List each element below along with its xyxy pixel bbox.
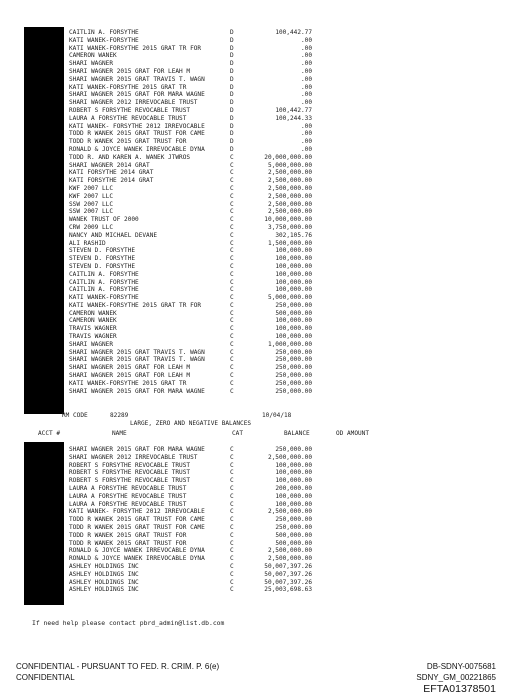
table-row <box>0 516 512 524</box>
header-od-amount: OD AMOUNT <box>336 430 370 437</box>
category-code: C <box>230 547 234 555</box>
account-name: TODD R WANEK 2015 GRAT TRUST FOR CAME <box>69 130 205 138</box>
category-code: D <box>230 145 234 153</box>
balance-amount: 100,442.77 <box>275 106 312 114</box>
account-name: STEVEN D. FORSYTHE <box>69 247 136 255</box>
category-code: C <box>230 184 234 192</box>
balance-amount: 100,000.00 <box>275 255 312 263</box>
category-code: C <box>230 286 234 294</box>
table-row <box>0 462 512 470</box>
category-code: D <box>230 114 234 122</box>
account-name: KATI FORSYTHE 2014 GRAT <box>69 177 154 185</box>
balance-amount: 100,244.33 <box>275 114 312 122</box>
category-code: C <box>230 356 234 364</box>
balance-amount: 250,000.00 <box>275 348 312 356</box>
table-row <box>0 91 512 99</box>
account-name: TODD R WANEK 2015 GRAT TRUST FOR <box>69 138 187 146</box>
table-row <box>0 501 512 509</box>
table-row <box>0 201 512 209</box>
balance-amount: .00 <box>300 91 312 99</box>
account-name: SHARI WAGNER 2012 IRREVOCABLE TRUST <box>69 453 198 461</box>
account-name: ASHLEY HOLDINGS INC <box>69 562 139 570</box>
table-row <box>0 286 512 294</box>
category-code: C <box>230 223 234 231</box>
account-name: SHARI WAGNER 2015 GRAT FOR LEAH M <box>69 67 191 75</box>
balance-amount: 500,000.00 <box>275 531 312 539</box>
category-code: C <box>230 333 234 341</box>
account-name: KATI WANEK- FORSYTHE 2012 IRREVOCABLE <box>69 508 205 516</box>
table-row <box>0 446 512 454</box>
balance-amount: 250,000.00 <box>275 516 312 524</box>
balance-amount: .00 <box>300 130 312 138</box>
balance-amount: 200,000.00 <box>275 484 312 492</box>
category-code: C <box>230 453 234 461</box>
category-code: C <box>230 153 234 161</box>
account-name: TRAVIS WAGNER <box>69 333 117 341</box>
category-code: C <box>230 348 234 356</box>
account-name: SHARI WAGNER 2015 GRAT FOR MARA WAGNE <box>69 446 205 453</box>
account-name: TODD R WANEK 2015 GRAT TRUST FOR <box>69 539 187 547</box>
category-code: C <box>230 340 234 348</box>
category-code: C <box>230 325 234 333</box>
table-row <box>0 107 512 115</box>
balance-amount: 2,500,000.00 <box>267 177 312 185</box>
table-row <box>0 138 512 146</box>
table-row <box>0 271 512 279</box>
balance-amount: 100,000.00 <box>275 325 312 333</box>
balance-amount: .00 <box>300 44 312 52</box>
category-code: C <box>230 469 234 477</box>
category-code: D <box>230 83 234 91</box>
category-code: C <box>230 379 234 387</box>
account-name: KATI WANEK-FORSYTHE <box>69 294 139 302</box>
table-row <box>0 579 512 587</box>
account-name: ROBERT S FORSYTHE REVOCABLE TRUST <box>69 461 191 469</box>
account-name: TODD R WANEK 2015 GRAT TRUST FOR CAME <box>69 516 205 524</box>
balance-amount: 25,003,698.63 <box>264 586 312 594</box>
category-code: C <box>230 177 234 185</box>
category-code: D <box>230 67 234 75</box>
balance-amount: 250,000.00 <box>275 356 312 364</box>
table-row <box>0 372 512 380</box>
balance-amount: .00 <box>300 60 312 68</box>
bates-number-2: SDNY_GM_00221865 <box>416 673 496 682</box>
table-row <box>0 52 512 60</box>
account-name: SHARI WAGNER 2015 GRAT TRAVIS T. WAGN <box>69 356 205 364</box>
balance-amount: 50,007,397.26 <box>264 570 312 578</box>
account-name: KATI FORSYTHE 2014 GRAT <box>69 169 154 177</box>
table-row <box>0 29 512 37</box>
category-code: C <box>230 239 234 247</box>
balance-amount: .00 <box>300 36 312 44</box>
category-code: C <box>230 262 234 270</box>
table-row <box>0 130 512 138</box>
table-row <box>0 571 512 579</box>
account-name: SSW 2007 LLC <box>69 200 114 208</box>
table-row <box>0 294 512 302</box>
account-name: KATI WANEK-FORSYTHE 2015 GRAT TR FOR <box>69 301 202 309</box>
account-name: LAURA A FORSYTHE REVOCABLE TRUST <box>69 114 187 122</box>
table-row <box>0 341 512 349</box>
balance-amount: 2,500,000.00 <box>267 200 312 208</box>
balance-amount: .00 <box>300 83 312 91</box>
rm-code-label: RM CODE <box>62 412 88 419</box>
category-code: C <box>230 500 234 508</box>
category-code: C <box>230 562 234 570</box>
header-acct: ACCT # <box>38 430 61 437</box>
category-code: C <box>230 570 234 578</box>
balance-amount: 100,000.00 <box>275 477 312 485</box>
account-name: ASHLEY HOLDINGS INC <box>69 578 139 586</box>
balance-amount: .00 <box>300 138 312 146</box>
table-row <box>0 279 512 287</box>
balance-amount: 100,442.77 <box>275 29 312 36</box>
balance-amount: 100,000.00 <box>275 500 312 508</box>
table-row <box>0 216 512 224</box>
category-code: C <box>230 317 234 325</box>
table-row <box>0 547 512 555</box>
balance-amount: 5,000,000.00 <box>267 294 312 302</box>
balance-amount: 5,000,000.00 <box>267 161 312 169</box>
report-date: 10/04/18 <box>262 412 292 419</box>
category-code: C <box>230 200 234 208</box>
account-name: KATI WANEK-FORSYTHE 2015 GRAT TR FOR <box>69 44 202 52</box>
balance-amount: 250,000.00 <box>275 446 312 453</box>
top-balance-list <box>0 29 512 395</box>
category-code: C <box>230 216 234 224</box>
balance-amount: 500,000.00 <box>275 309 312 317</box>
category-code: C <box>230 270 234 278</box>
table-row <box>0 232 512 240</box>
account-name: KWF 2007 LLC <box>69 192 114 200</box>
balance-amount: 20,000,000.00 <box>264 153 312 161</box>
table-row <box>0 555 512 563</box>
balance-amount: 2,500,000.00 <box>267 208 312 216</box>
account-name: SHARI WAGNER 2015 GRAT FOR MARA WAGNE <box>69 387 205 395</box>
account-name: ROBERT S FORSYTHE REVOCABLE TRUST <box>69 106 191 114</box>
balance-amount: 2,500,000.00 <box>267 192 312 200</box>
account-name: ROBERT S FORSYTHE REVOCABLE TRUST <box>69 469 191 477</box>
account-name: SHARI WAGNER 2015 GRAT FOR LEAH M <box>69 372 191 380</box>
account-name: LAURA A FORSYTHE REVOCABLE TRUST <box>69 500 187 508</box>
account-name: CAITLIN A. FORSYTHE <box>69 278 139 286</box>
table-row <box>0 154 512 162</box>
table-row <box>0 563 512 571</box>
category-code: C <box>230 578 234 586</box>
balance-amount: 250,000.00 <box>275 364 312 372</box>
category-code: C <box>230 523 234 531</box>
account-name: RONALD & JOYCE WANEK IRREVOCABLE DYNA <box>69 547 205 555</box>
balance-amount: 2,500,000.00 <box>267 508 312 516</box>
balance-amount: .00 <box>300 145 312 153</box>
balance-amount: 100,000.00 <box>275 286 312 294</box>
account-name: STEVEN D. FORSYTHE <box>69 262 136 270</box>
balance-amount: 50,007,397.26 <box>264 578 312 586</box>
account-name: ASHLEY HOLDINGS INC <box>69 586 139 594</box>
category-code: C <box>230 555 234 563</box>
category-code: C <box>230 255 234 263</box>
table-row <box>0 146 512 154</box>
table-row <box>0 477 512 485</box>
table-row <box>0 255 512 263</box>
account-name: CAITLIN A. FORSYTHE <box>69 286 139 294</box>
table-row <box>0 317 512 325</box>
account-name: WANEK TRUST OF 2000 <box>69 216 139 224</box>
balance-amount: 100,000.00 <box>275 333 312 341</box>
table-row <box>0 169 512 177</box>
table-row <box>0 524 512 532</box>
balance-amount: .00 <box>300 67 312 75</box>
account-name: ALI RASHID <box>69 239 106 247</box>
category-code: C <box>230 301 234 309</box>
table-row <box>0 380 512 388</box>
balance-amount: 100,000.00 <box>275 492 312 500</box>
balance-amount: 250,000.00 <box>275 387 312 395</box>
account-name: CAMERON WANEK <box>69 52 117 60</box>
table-row <box>0 454 512 462</box>
account-name: NANCY AND MICHAEL DEVANE <box>69 231 158 239</box>
balance-amount: 50,007,397.26 <box>264 562 312 570</box>
category-code: D <box>230 52 234 60</box>
balance-amount: 100,000.00 <box>275 469 312 477</box>
category-code: C <box>230 492 234 500</box>
account-name: SSW 2007 LLC <box>69 208 114 216</box>
category-code: C <box>230 278 234 286</box>
account-name: TODD R. AND KAREN A. WANEK JTWROS <box>69 153 191 161</box>
account-name: SHARI WAGNER 2015 GRAT FOR LEAH M <box>69 364 191 372</box>
balance-amount: 2,500,000.00 <box>267 184 312 192</box>
category-code: C <box>230 508 234 516</box>
table-row <box>0 493 512 501</box>
bates-number-3: EFTA01378501 <box>423 683 496 695</box>
help-text: If need help please contact pbrd_admin@list.db.com <box>32 619 225 627</box>
table-row <box>0 310 512 318</box>
account-name: SHARI WAGNER 2015 GRAT TRAVIS T. WAGN <box>69 75 205 83</box>
balance-amount: .00 <box>300 122 312 130</box>
balance-amount: 3,750,000.00 <box>267 223 312 231</box>
category-code: C <box>230 461 234 469</box>
account-name: KATI WANEK-FORSYTHE <box>69 36 139 44</box>
balance-amount: 500,000.00 <box>275 539 312 547</box>
balance-amount: 1,500,000.00 <box>267 239 312 247</box>
table-row <box>0 263 512 271</box>
category-code: D <box>230 99 234 107</box>
table-row <box>0 60 512 68</box>
table-row <box>0 586 512 594</box>
category-code: D <box>230 91 234 99</box>
table-row <box>0 162 512 170</box>
balance-amount: .00 <box>300 75 312 83</box>
table-row <box>0 123 512 131</box>
table-row <box>0 349 512 357</box>
table-row <box>0 540 512 548</box>
account-name: ROBERT S FORSYTHE REVOCABLE TRUST <box>69 477 191 485</box>
category-code: C <box>230 161 234 169</box>
balance-amount: 100,000.00 <box>275 270 312 278</box>
table-row <box>0 99 512 107</box>
header-name: NAME <box>112 430 127 437</box>
account-name: KATI WANEK- FORSYTHE 2012 IRREVOCABLE <box>69 122 205 130</box>
account-name: LAURA A FORSYTHE REVOCABLE TRUST <box>69 492 187 500</box>
category-code: C <box>230 169 234 177</box>
category-code: C <box>230 387 234 395</box>
table-row <box>0 388 512 396</box>
rm-code-value: 82289 <box>110 412 129 419</box>
confidential-line-2: CONFIDENTIAL <box>16 673 75 682</box>
balance-amount: 250,000.00 <box>275 523 312 531</box>
table-row <box>0 224 512 232</box>
account-name: TODD R WANEK 2015 GRAT TRUST FOR CAME <box>69 523 205 531</box>
table-row <box>0 302 512 310</box>
account-name: CRW 2009 LLC <box>69 223 114 231</box>
balance-amount: 100,000.00 <box>275 317 312 325</box>
balance-amount: .00 <box>300 52 312 60</box>
category-code: D <box>230 36 234 44</box>
balance-amount: 2,500,000.00 <box>267 547 312 555</box>
category-code: C <box>230 539 234 547</box>
table-row <box>0 68 512 76</box>
account-name: CAMERON WANEK <box>69 317 117 325</box>
balance-amount: 2,500,000.00 <box>267 169 312 177</box>
account-name: SHARI WAGNER 2014 GRAT <box>69 161 150 169</box>
account-name: KATI WANEK-FORSYTHE 2015 GRAT TR <box>69 83 187 91</box>
category-code: C <box>230 531 234 539</box>
category-code: D <box>230 60 234 68</box>
table-row <box>0 485 512 493</box>
table-row <box>0 247 512 255</box>
category-code: D <box>230 106 234 114</box>
account-name: STEVEN D. FORSYTHE <box>69 255 136 263</box>
table-row <box>0 208 512 216</box>
table-row <box>0 37 512 45</box>
balance-amount: 250,000.00 <box>275 372 312 380</box>
category-code: D <box>230 44 234 52</box>
account-name: CAMERON WANEK <box>69 309 117 317</box>
balance-amount: 100,000.00 <box>275 262 312 270</box>
balance-amount: 250,000.00 <box>275 379 312 387</box>
account-name: SHARI WAGNER 2015 GRAT FOR MARA WAGNE <box>69 91 205 99</box>
balance-amount: 10,000,000.00 <box>264 216 312 224</box>
balance-amount: 2,500,000.00 <box>267 453 312 461</box>
table-row <box>0 356 512 364</box>
table-row <box>0 84 512 92</box>
balance-amount: 100,000.00 <box>275 278 312 286</box>
table-row <box>0 177 512 185</box>
header-cat: CAT <box>232 430 244 437</box>
table-row <box>0 364 512 372</box>
account-name: TODD R WANEK 2015 GRAT TRUST FOR <box>69 531 187 539</box>
section-title: LARGE, ZERO AND NEGATIVE BALANCES <box>130 420 252 427</box>
category-code: C <box>230 208 234 216</box>
balance-amount: 100,000.00 <box>275 461 312 469</box>
category-code: C <box>230 364 234 372</box>
table-row <box>0 193 512 201</box>
category-code: C <box>230 372 234 380</box>
balance-amount: 250,000.00 <box>275 301 312 309</box>
category-code: D <box>230 130 234 138</box>
balance-amount: .00 <box>300 99 312 107</box>
table-row <box>0 115 512 123</box>
balance-amount: 100,000.00 <box>275 247 312 255</box>
category-code: C <box>230 309 234 317</box>
account-name: RONALD & JOYCE WANEK IRREVOCABLE DYNA <box>69 145 205 153</box>
table-row <box>0 240 512 248</box>
category-code: C <box>230 247 234 255</box>
category-code: C <box>230 294 234 302</box>
bottom-balance-list <box>0 446 512 594</box>
category-code: C <box>230 192 234 200</box>
header-balance: BALANCE <box>284 430 310 437</box>
table-row <box>0 333 512 341</box>
account-name: TRAVIS WAGNER <box>69 325 117 333</box>
category-code: C <box>230 477 234 485</box>
account-name: SHARI WAGNER <box>69 340 114 348</box>
category-code: C <box>230 231 234 239</box>
account-name: CAITLIN A. FORSYTHE <box>69 270 139 278</box>
category-code: C <box>230 586 234 594</box>
table-row <box>0 469 512 477</box>
account-name: RONALD & JOYCE WANEK IRREVOCABLE DYNA <box>69 555 205 563</box>
account-name: SHARI WAGNER 2012 IRREVOCABLE TRUST <box>69 99 198 107</box>
account-name: KWF 2007 LLC <box>69 184 114 192</box>
account-name: SHARI WAGNER 2015 GRAT TRAVIS T. WAGN <box>69 348 205 356</box>
category-code: D <box>230 75 234 83</box>
category-code: D <box>230 138 234 146</box>
account-name: SHARI WAGNER <box>69 60 114 68</box>
table-row <box>0 508 512 516</box>
table-row <box>0 76 512 84</box>
category-code: D <box>230 29 234 36</box>
account-name: ASHLEY HOLDINGS INC <box>69 570 139 578</box>
table-row <box>0 325 512 333</box>
account-name: LAURA A FORSYTHE REVOCABLE TRUST <box>69 484 187 492</box>
bates-number-1: DB-SDNY-0075681 <box>426 662 496 671</box>
confidential-line-1: CONFIDENTIAL - PURSUANT TO FED. R. CRIM. P. 6(e) <box>16 662 220 671</box>
balance-amount: 302,105.76 <box>275 231 312 239</box>
table-row <box>0 532 512 540</box>
category-code: C <box>230 516 234 524</box>
balance-amount: 2,500,000.00 <box>267 555 312 563</box>
account-name: CAITLIN A. FORSYTHE <box>69 29 139 36</box>
category-code: C <box>230 446 234 453</box>
balance-amount: 1,000,000.00 <box>267 340 312 348</box>
account-name: KATI WANEK-FORSYTHE 2015 GRAT TR <box>69 379 187 387</box>
table-row <box>0 185 512 193</box>
table-row <box>0 45 512 53</box>
category-code: C <box>230 484 234 492</box>
category-code: D <box>230 122 234 130</box>
